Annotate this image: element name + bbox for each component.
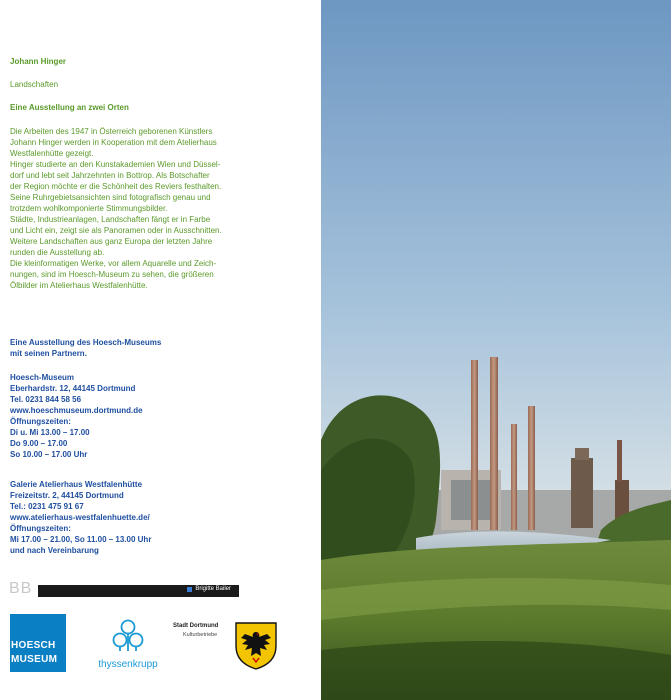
hoesch-logo-line1: HOESCH (11, 640, 56, 651)
exhibition-subtitle: Eine Ausstellung an zwei Orten (10, 103, 129, 112)
thyssenkrupp-logo (92, 618, 164, 670)
sponsor-name-badge (187, 586, 231, 592)
landscape-painting (321, 0, 671, 700)
artist-name: Johann Hinger (10, 57, 67, 66)
dortmund-line1: Stadt Dortmund (173, 623, 219, 629)
sponsor-bar (38, 585, 239, 597)
thyssenkrupp-label: thyssenkrupp (98, 659, 158, 670)
sponsor-name: Brigitte Bailer (195, 586, 231, 592)
exhibition-description: Die Arbeiten des 1947 in Österreich geborenen Künstlers Johann Hinger werden in Kooperation mit dem Atelierhaus Westfalenhütte gezeigt. Hinger studierte an den Kunstakademien Wien und Düssel- dorf und lebt seit Jahrzehnten in Bottrop. Als Botschafter der Region möchte er die Schönheit des Reviers festhalten. Seine Ruhrgebietsansichten sind fotografisch genau und trotzdem wohlkomponierte Stimmungsbilder. Städte, Industrieanlagen, Landschaften fängt er in Farbe und Licht ein, zeigt sie als Panoramen oder in Ausschnitten. Weitere Landschaften aus ganz Europa der letzten Jahre runden die Ausstellung ab. Die kleinformatigen Werke, vor allem Aquarelle und Zeich- nungen, sind im Hoesch-Museum zu sehen, die größeren Ölbilder im Atelierhaus Westfalenhütte. (10, 127, 222, 290)
painting-panel (321, 0, 671, 700)
venue-hoesch-museum: Hoesch-Museum Eberhardstr. 12, 44145 Dortmund Tel. 0231 844 58 56 www.hoeschmuseum.dortmund.de Öffnungszeiten: Di u. Mi 13.00 – 17.00 Do 9.00 – 17.00 So 10.00 – 17.00 Uhr (10, 373, 143, 459)
organizer-note: Eine Ausstellung des Hoesch-Museums mit seinen Partnern. (10, 338, 162, 358)
thyssenkrupp-icon (110, 618, 146, 652)
exhibition-title: Landschaften (10, 80, 59, 89)
hoesch-museum-logo (10, 614, 66, 672)
bb-logo-mark: BB (9, 580, 33, 597)
square-icon (187, 587, 192, 592)
hoesch-logo-line2: MUSEUM (11, 654, 58, 665)
eagle-crest-icon (233, 620, 279, 670)
text-panel (0, 0, 321, 700)
venue-atelierhaus: Galerie Atelierhaus Westfalenhütte Freizeitstr. 2, 44145 Dortmund Tel.: 0231 475 91 67 www.atelierhaus-westfalenhuette.de/ Öffnungszeiten: Mi 17.00 – 21.00, So 11.00 – 13.00 Uhr und nach Vereinbarung (10, 480, 152, 555)
dortmund-line2: Kulturbetriebe (183, 632, 218, 638)
